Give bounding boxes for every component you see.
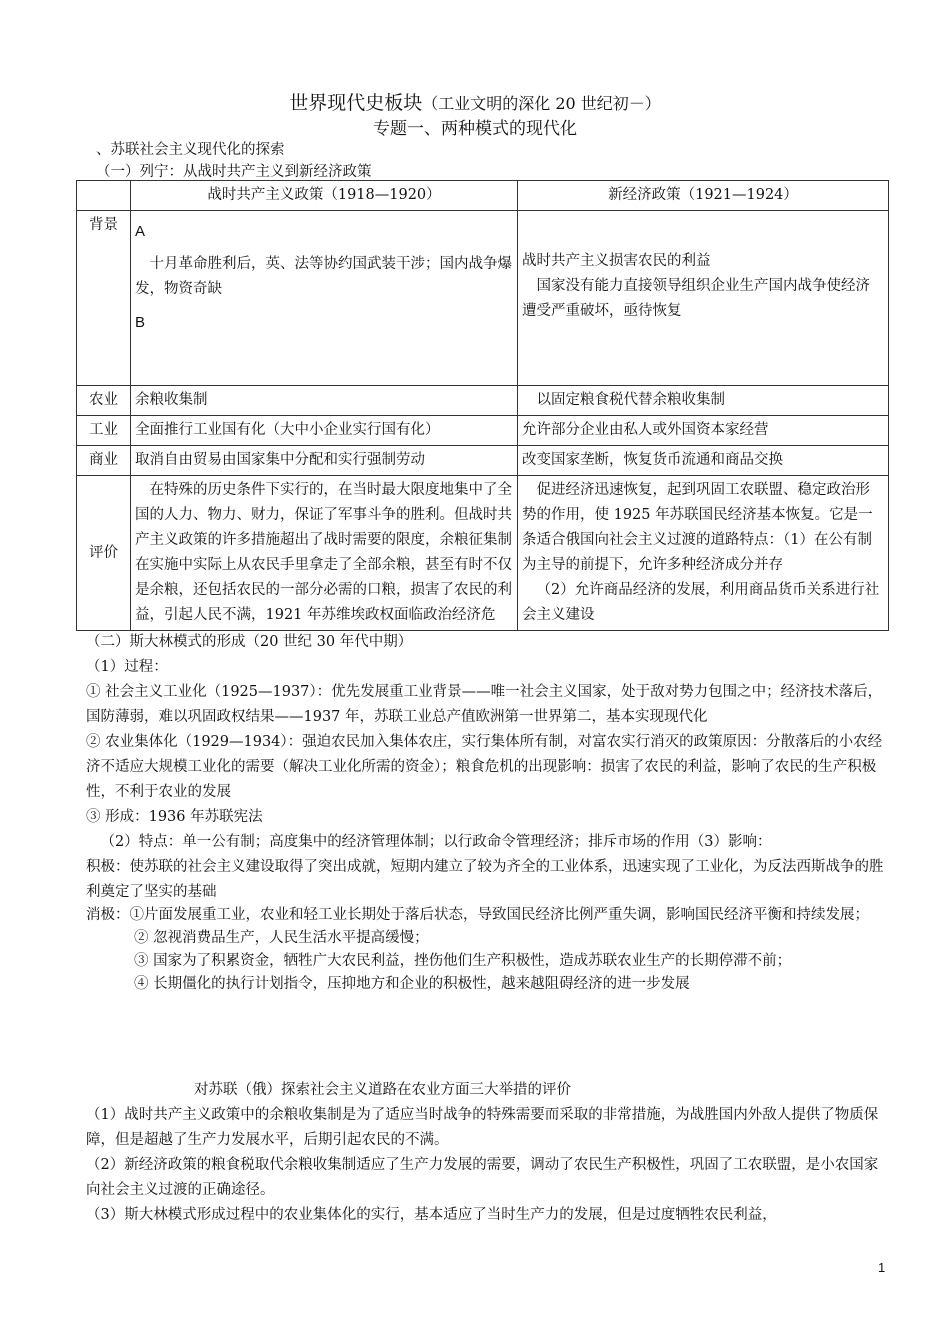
column-header-nep: 新经济政策（1921—1924）: [518, 181, 889, 211]
column-header-war-communism: 战时共产主义政策（1918—1920）: [131, 181, 518, 211]
subsection-heading: （二）斯大林模式的形成（20 世纪 30 年代中期）: [86, 634, 413, 650]
background-left-text: 十月革命胜利后，英、法等协约国武装干涉；国内战争爆发，物资奇缺: [135, 256, 512, 297]
table-cell: 全面推行工业国有化（大中小企业实行国有化）: [131, 416, 518, 446]
negative-impact: 消极：①片面发展重工业，农业和轻工业长期处于落后状态，导致国民经济比例严重失调，影响国民经济平衡和持续发展；: [86, 907, 869, 923]
table-cell: 允许部分企业由私人或外国资本家经营: [518, 416, 889, 446]
table-row-agriculture: [77, 386, 889, 416]
table-row-industry: [77, 416, 889, 446]
subsection-heading: （一）列宁：从战时共产主义到新经济政策: [96, 164, 372, 180]
row-label: 工业: [77, 416, 131, 446]
evaluation-right-para1: 促进经济迅速恢复，起到巩固工农联盟、稳定政治形势的作用，使 1925 年苏联国民经济基本恢复。它是一条适合俄国向社会主义过渡的道路特点：（1）在公有制为主导的前提下，允许多种经济成分并存: [522, 482, 873, 573]
evaluation-paragraph: （2）新经济政策的粮食税取代余粮收集制适应了生产力发展的需要，调动了农民生产积极性，巩固了工农联盟，是小农国家向社会主义过渡的正确途径。: [86, 1157, 879, 1198]
table-cell: 取消自由贸易由国家集中分配和实行强制劳动: [131, 446, 518, 476]
row-label: 农业: [77, 386, 131, 416]
features-paragraph: （2）特点：单一公有制；高度集中的经济管理体制；以行政命令管理经济；排斥市场的作用（3）影响：: [100, 834, 772, 850]
page-number: 1: [878, 1260, 886, 1275]
evaluation-heading: 对苏联（俄）探索社会主义道路在农业方面三大举措的评价: [194, 1082, 571, 1098]
section-heading: 、苏联社会主义现代化的探索: [96, 142, 285, 158]
table-cell: 以固定粮食税代替余粮收集制: [518, 386, 889, 416]
table-cell: 改变国家垄断，恢复货币流通和商品交换: [518, 446, 889, 476]
list-item: ② 忽视消费品生产，人民生活水平提高缓慢；: [134, 930, 429, 946]
marker-b: B: [135, 314, 146, 331]
background-right-cell: [518, 211, 889, 386]
topic-title: 专题一、两种模式的现代化: [373, 119, 577, 139]
table-header-row: [77, 181, 889, 211]
row-label: 评价: [77, 476, 131, 631]
list-item: ① 社会主义工业化（1925—1937）：优先发展重工业背景——唯一社会主义国家，处于敌对势力包围之中；经济技术落后，国防薄弱，难以巩固政权结果——1937 年，苏联工业总产值欧洲第一世界第二，基本实现现代化: [86, 684, 883, 725]
background-right-line1: 战时共产主义损害农民的利益: [522, 253, 711, 269]
table-row-evaluation: [77, 476, 889, 631]
header-corner-cell: [77, 181, 131, 211]
background-right-line2: 国家没有能力直接领导组织企业生产国内战争使经济遭受严重破坏，亟待恢复: [522, 278, 870, 319]
table-row-commerce: [77, 446, 889, 476]
table-row-background: [77, 211, 889, 386]
policy-comparison-table: [76, 180, 889, 631]
list-item: ③ 国家为了积累资金，牺牲广大农民利益，挫伤他们生产积极性，造成苏联农业生产的长期停滞不前；: [134, 953, 792, 969]
page-title: [0, 88, 950, 115]
evaluation-paragraph: （1）战时共产主义政策中的余粮收集制是为了适应当时战争的特殊需要而采取的非常措施，为战胜国内外敌人提供了物质保障，但是超越了生产力发展水平，后期引起农民的不满。: [86, 1107, 879, 1148]
title-subtitle-parenthetical: （工业文明的深化 20 世纪初－）: [422, 94, 661, 113]
stalin-model-section: [86, 630, 886, 997]
evaluation-right-para2: （2）允许商品经济的发展，利用商品货币关系进行社会主义建设: [522, 582, 880, 623]
table-cell: 余粮收集制: [131, 386, 518, 416]
list-item: ④ 长期僵化的执行计划指令，压抑地方和企业的积极性，越来越阻碍经济的进一步发展: [134, 976, 690, 992]
list-item: ② 农业集体化（1929—1934）：强迫农民加入集体农庄，实行集体所有制，对富农实行消灭的政策原因：分散落后的小农经济不适应大规模工业化的需要（解决工业化所需的资金）；粮食危机的出现影响：损害了农民的利益，影响了农民的生产积极性，不利于农业的发展: [86, 734, 883, 800]
evaluation-left-cell: 在特殊的历史条件下实行的，在当时最大限度地集中了全国的人力、物力、财力，保证了军事斗争的胜利。但战时共产主义政策的许多措施超出了战时需要的限度，余粮征集制在实施中实际上从农民手里拿走了全部余粮，甚至有时不仅是余粮，还包括农民的一部分必需的口粮，损害了农民的利益，引起人民不满，1921 年苏维埃政权面临政治经济危: [131, 476, 518, 631]
title-main: 世界现代史板块: [289, 92, 423, 114]
row-label: 商业: [77, 446, 131, 476]
negative-sublist: [86, 928, 886, 994]
row-label: 背景: [77, 211, 131, 386]
process-label: （1）过程：: [86, 659, 168, 675]
evaluation-right-cell: [518, 476, 889, 631]
list-item: ③ 形成：1936 年苏联宪法: [86, 809, 263, 825]
background-left-cell: [131, 211, 518, 386]
evaluation-section: [86, 1078, 886, 1228]
evaluation-paragraph: （3）斯大林模式形成过程中的农业集体化的实行，基本适应了当时生产力的发展，但是过度牺牲农民利益，: [86, 1207, 777, 1223]
marker-a: A: [135, 223, 146, 240]
positive-impact: 积极：使苏联的社会主义建设取得了突出成就，短期内建立了较为齐全的工业体系，迅速实现了工业化，为反法西斯战争的胜利奠定了坚实的基础: [86, 859, 884, 900]
